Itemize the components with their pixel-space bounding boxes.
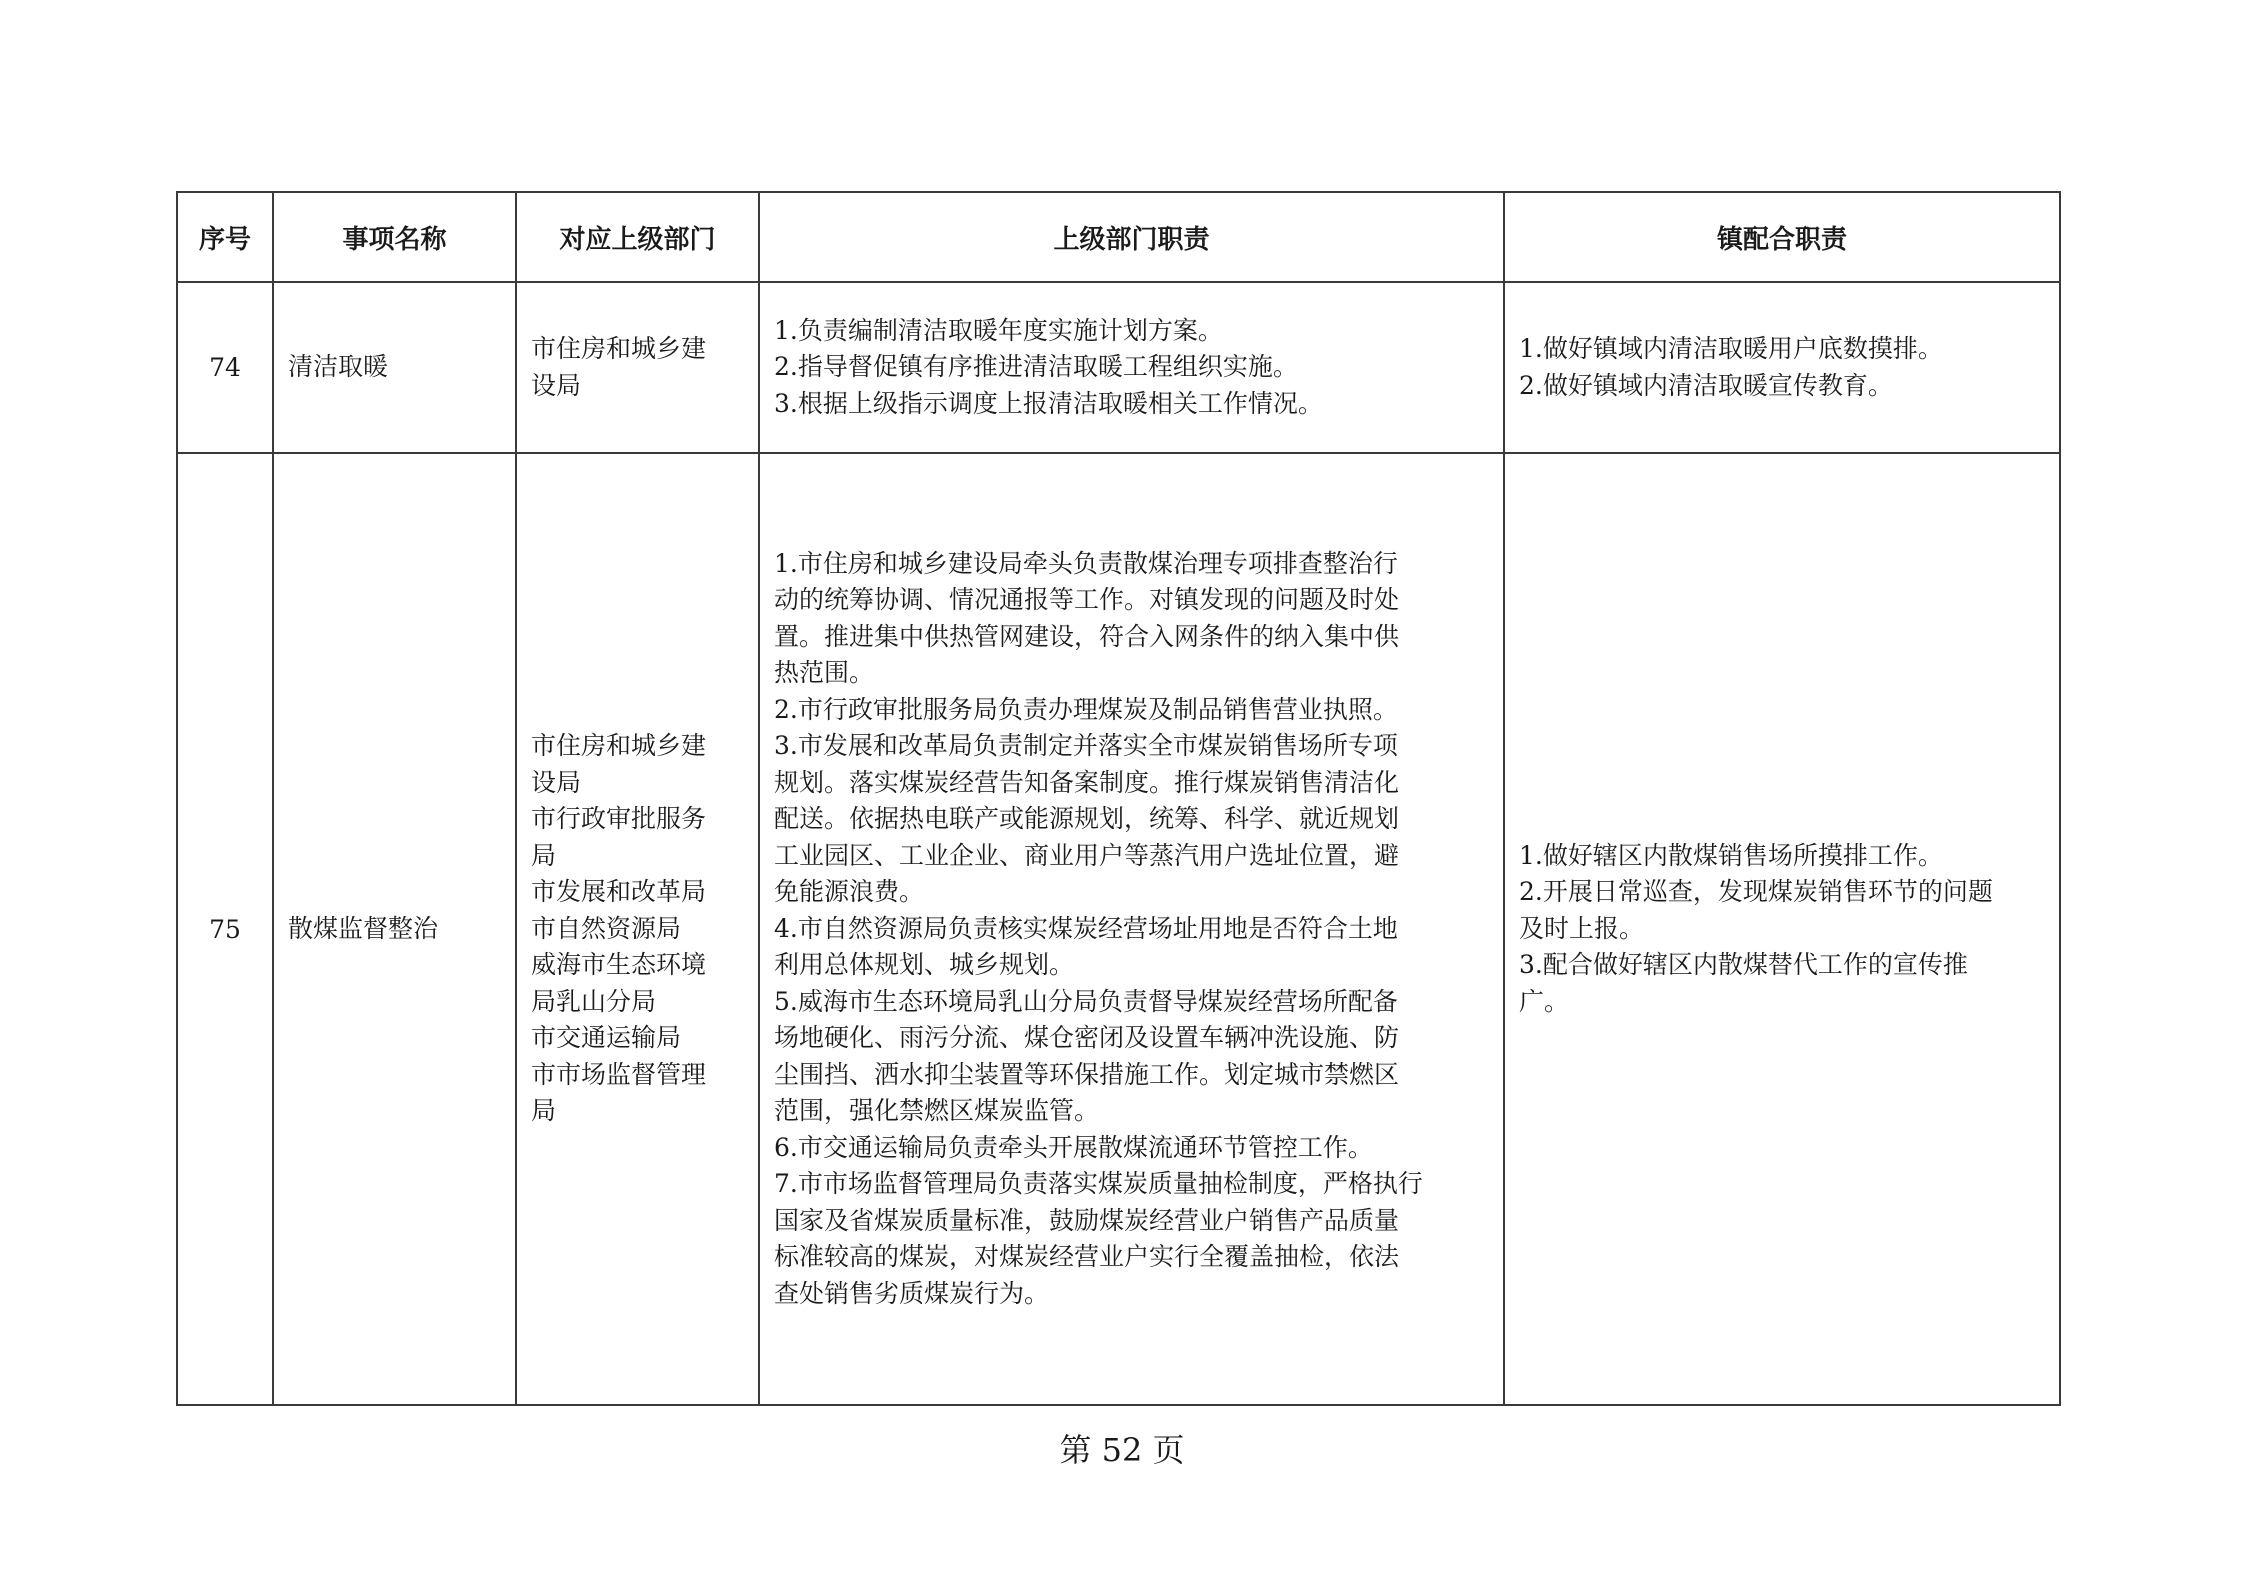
duty-line: 规划。落实煤炭经营告知备案制度。推行煤炭销售清洁化 bbox=[774, 767, 1400, 797]
duty-line: 场地硬化、雨污分流、煤仓密闭及设置车辆冲洗设施、防 bbox=[774, 1023, 1400, 1053]
row-number: 75 bbox=[177, 453, 273, 1405]
duty-line: 6.市交通运输局负责牵头开展散煤流通环节管控工作。 bbox=[774, 1132, 1373, 1162]
header-no: 序号 bbox=[177, 192, 273, 282]
duty-line: 1.负责编制清洁取暖年度实施计划方案。 bbox=[774, 315, 1223, 345]
town-cell bbox=[1504, 282, 2060, 453]
dept-line: 市自然资源局 bbox=[531, 913, 682, 943]
duty-line: 置。推进集中供热管网建设，符合入网条件的纳入集中供 bbox=[774, 621, 1400, 651]
dept-line: 市发展和改革局 bbox=[531, 877, 707, 907]
duty-line: 5.威海市生态环境局乳山分局负责督导煤炭经营场所配备 bbox=[774, 986, 1398, 1016]
duty-line: 2.指导督促镇有序推进清洁取暖工程组织实施。 bbox=[774, 352, 1298, 382]
dept-cell bbox=[516, 282, 759, 453]
town-line: 广。 bbox=[1519, 986, 1570, 1016]
row-number: 74 bbox=[177, 282, 273, 453]
town-line: 2.开展日常巡查，发现煤炭销售环节的问题 bbox=[1519, 877, 1993, 907]
duty-line: 7.市市场监督管理局负责落实煤炭质量抽检制度，严格执行 bbox=[774, 1169, 1423, 1199]
town-line: 2.做好镇域内清洁取暖宣传教育。 bbox=[1519, 370, 1893, 400]
duty-line: 3.根据上级指示调度上报清洁取暖相关工作情况。 bbox=[774, 388, 1323, 418]
duty-line: 配送。依据热电联产或能源规划，统筹、科学、就近规划 bbox=[774, 804, 1400, 834]
item-name: 清洁取暖 bbox=[273, 282, 516, 453]
duty-line: 尘围挡、洒水抑尘装置等环保措施工作。划定城市禁燃区 bbox=[774, 1059, 1400, 1089]
header-dept: 对应上级部门 bbox=[516, 192, 759, 282]
duty-line: 免能源浪费。 bbox=[774, 877, 925, 907]
dept-line: 局 bbox=[531, 840, 557, 870]
duty-line: 3.市发展和改革局负责制定并落实全市煤炭销售场所专项 bbox=[774, 731, 1398, 761]
dept-line: 设局 bbox=[531, 767, 582, 797]
header-town: 镇配合职责 bbox=[1504, 192, 2060, 282]
dept-line: 市交通运输局 bbox=[531, 1023, 682, 1053]
dept-line: 设局 bbox=[531, 370, 582, 400]
dept-cell bbox=[516, 453, 759, 1405]
duty-line: 4.市自然资源局负责核实煤炭经营场址用地是否符合土地 bbox=[774, 913, 1398, 943]
header-duty: 上级部门职责 bbox=[759, 192, 1504, 282]
dept-line: 局 bbox=[531, 1096, 557, 1126]
duty-line: 工业园区、工业企业、商业用户等蒸汽用户选址位置，避 bbox=[774, 840, 1400, 870]
town-line: 3.配合做好辖区内散煤替代工作的宣传推 bbox=[1519, 950, 1968, 980]
duty-line: 利用总体规划、城乡规划。 bbox=[774, 950, 1075, 980]
duty-line: 范围，强化禁燃区煤炭监管。 bbox=[774, 1096, 1100, 1126]
town-line: 1.做好辖区内散煤销售场所摸排工作。 bbox=[1519, 840, 1943, 870]
duty-table bbox=[176, 191, 2061, 1406]
duty-line: 标准较高的煤炭，对煤炭经营业户实行全覆盖抽检，依法 bbox=[774, 1242, 1400, 1272]
duty-line: 动的统筹协调、情况通报等工作。对镇发现的问题及时处 bbox=[774, 585, 1400, 615]
dept-line: 局乳山分局 bbox=[531, 986, 657, 1016]
town-line: 1.做好镇域内清洁取暖用户底数摸排。 bbox=[1519, 334, 1943, 363]
page-number: 第 52 页 bbox=[1059, 1431, 1185, 1469]
duty-cell bbox=[759, 282, 1504, 453]
dept-line: 市住房和城乡建 bbox=[531, 334, 707, 363]
town-cell bbox=[1504, 453, 2060, 1405]
duty-cell bbox=[759, 453, 1504, 1405]
header-name: 事项名称 bbox=[273, 192, 516, 282]
table-row bbox=[177, 282, 2060, 453]
duty-line: 国家及省煤炭质量标准，鼓励煤炭经营业户销售产品质量 bbox=[774, 1205, 1400, 1235]
table-row bbox=[177, 453, 2060, 1405]
dept-line: 威海市生态环境 bbox=[531, 950, 707, 980]
dept-line: 市行政审批服务 bbox=[531, 804, 707, 834]
duty-line: 1.市住房和城乡建设局牵头负责散煤治理专项排查整治行 bbox=[774, 548, 1398, 578]
table-header-row bbox=[177, 192, 2060, 282]
dept-line: 市市场监督管理 bbox=[531, 1059, 707, 1089]
dept-line: 市住房和城乡建 bbox=[531, 731, 707, 761]
duty-line: 查处销售劣质煤炭行为。 bbox=[774, 1278, 1050, 1308]
duty-line: 热范围。 bbox=[774, 658, 875, 688]
item-name: 散煤监督整治 bbox=[273, 453, 516, 1405]
duty-line: 2.市行政审批服务局负责办理煤炭及制品销售营业执照。 bbox=[774, 694, 1398, 724]
town-line: 及时上报。 bbox=[1519, 913, 1645, 943]
